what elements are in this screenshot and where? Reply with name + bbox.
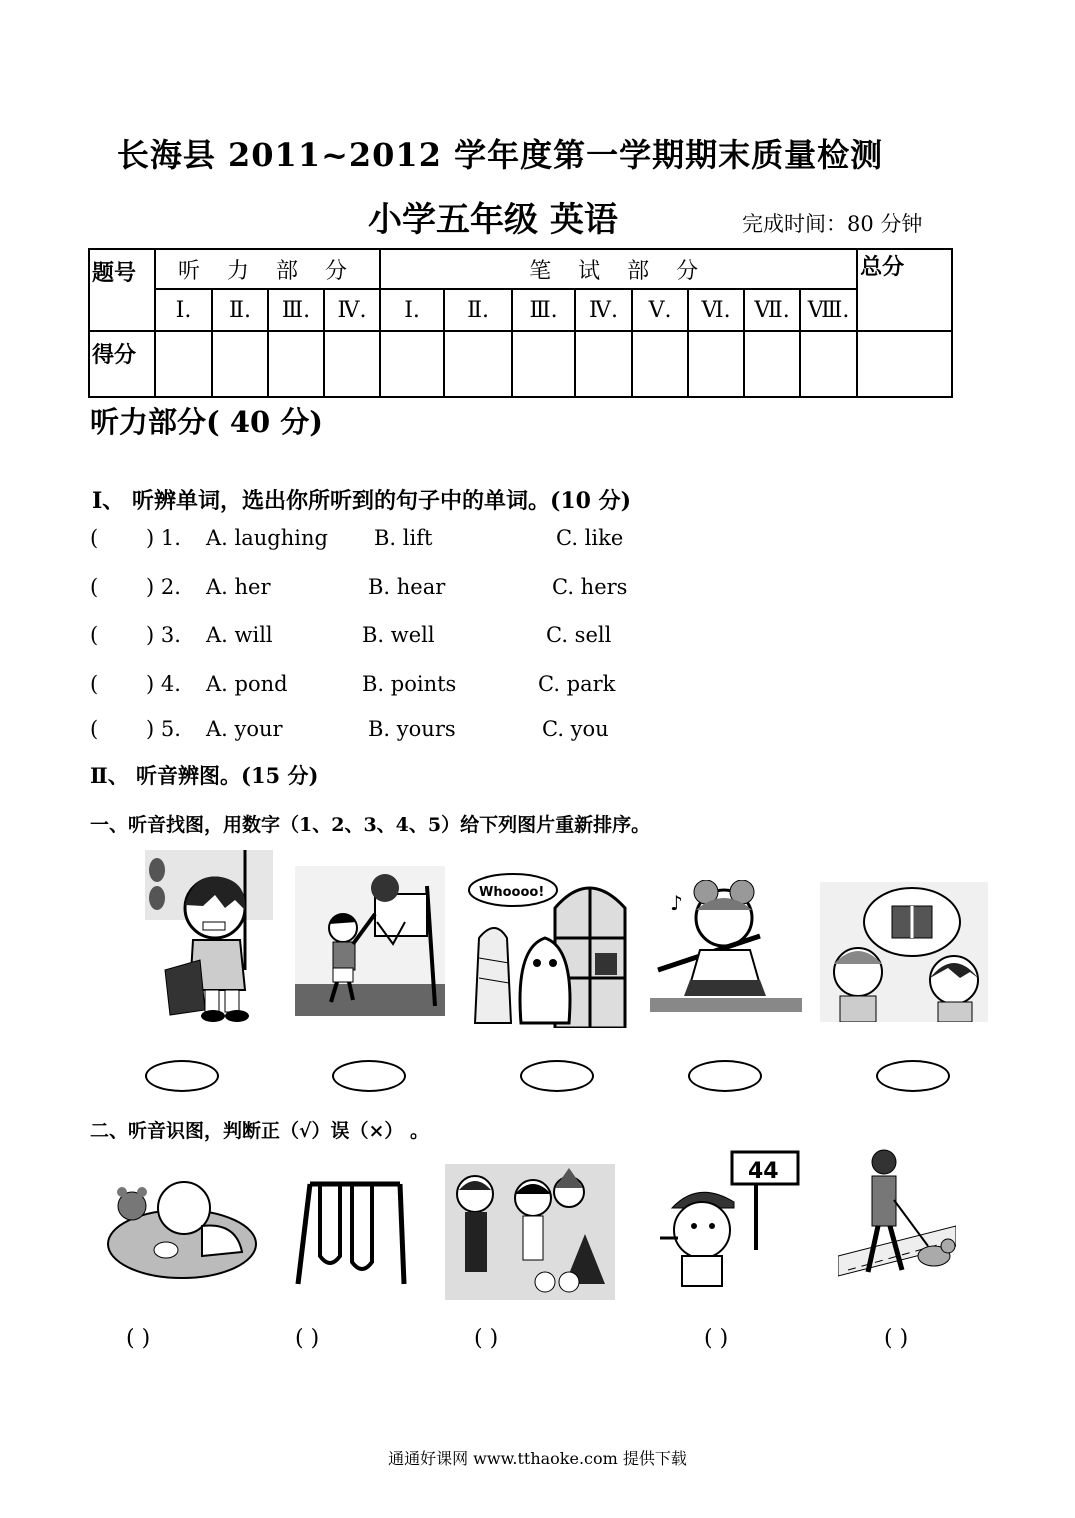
- exam-title: 长海县 2011~2012 学年度第一学期期末质量检测: [116, 136, 884, 174]
- option-a: A. pond: [206, 672, 288, 696]
- total-header: 总分: [857, 249, 952, 331]
- option-a: A. your: [206, 717, 283, 741]
- order-answer-oval[interactable]: [332, 1060, 406, 1092]
- written-col-2: Ⅱ.: [444, 289, 512, 331]
- girl-playing-flute-picture: [650, 880, 802, 1012]
- baby-crawling-teddy-picture: [106, 1166, 258, 1286]
- written-col-6: Ⅵ.: [688, 289, 744, 331]
- written-col-8: Ⅷ.: [800, 289, 857, 331]
- swings-picture: [290, 1176, 410, 1286]
- part2-sub1-heading: 一、听音找图，用数字（1、2、3、4、5）给下列图片重新排序。: [90, 814, 651, 836]
- judge-answer-paren[interactable]: ( ): [126, 1326, 151, 1351]
- option-c: C. sell: [546, 623, 612, 647]
- part2-sub2-heading: 二、听音识图，判断正（√）误（×） 。: [90, 1120, 430, 1142]
- option-b: B. well: [362, 623, 435, 647]
- score-cell[interactable]: [268, 331, 324, 397]
- option-b: B. lift: [374, 526, 433, 550]
- answer-paren[interactable]: (: [90, 526, 99, 550]
- score-cell[interactable]: [800, 331, 857, 397]
- question-number: ) 5.: [146, 717, 181, 741]
- written-col-5: Ⅴ.: [632, 289, 688, 331]
- option-b: B. points: [362, 672, 457, 696]
- option-c: C. hers: [552, 575, 628, 599]
- written-header: 笔 试 部 分: [380, 249, 857, 289]
- listening-col-3: Ⅲ.: [268, 289, 324, 331]
- kids-thinking-gift-picture: [820, 882, 988, 1022]
- written-col-1: Ⅰ.: [380, 289, 444, 331]
- judge-answer-paren[interactable]: ( ): [704, 1326, 729, 1351]
- score-cell[interactable]: [324, 331, 380, 397]
- girl-carrying-bag-picture: [145, 850, 273, 1025]
- listening-section-heading: 听力部分( 40 分): [90, 405, 323, 439]
- score-cell[interactable]: [512, 331, 575, 397]
- judge-answer-paren[interactable]: ( ): [295, 1326, 320, 1351]
- answer-paren[interactable]: (: [90, 672, 99, 696]
- option-a: A. will: [206, 623, 273, 647]
- judge-answer-paren[interactable]: ( ): [474, 1326, 499, 1351]
- bubble-text: Whoooo!: [479, 885, 545, 900]
- kids-in-costumes-picture: [445, 1164, 615, 1300]
- order-answer-oval[interactable]: [876, 1060, 950, 1092]
- listening-col-2: Ⅱ.: [212, 289, 268, 331]
- question-number: ) 3.: [146, 623, 181, 647]
- answer-paren[interactable]: (: [90, 623, 99, 647]
- option-a: A. her: [206, 575, 271, 599]
- option-c: C. park: [538, 672, 616, 696]
- option-c: C. like: [556, 526, 624, 550]
- listening-header: 听 力 部 分: [155, 249, 380, 289]
- part1-heading: Ⅰ、 听辨单词，选出你所听到的句子中的单词。(10 分): [92, 488, 632, 514]
- part2-heading: Ⅱ、 听音辨图。(15 分): [90, 763, 319, 788]
- question-number-label: 题号: [89, 249, 155, 331]
- boy-holding-sign-picture: [648, 1146, 802, 1292]
- score-cell[interactable]: [688, 331, 744, 397]
- score-cell[interactable]: [444, 331, 512, 397]
- order-answer-oval[interactable]: [145, 1060, 219, 1092]
- option-c: C. you: [542, 717, 609, 741]
- question-number: ) 4.: [146, 672, 181, 696]
- question-number: ) 1.: [146, 526, 181, 550]
- option-b: B. yours: [368, 717, 456, 741]
- score-cell[interactable]: [632, 331, 688, 397]
- score-label: 得分: [89, 331, 155, 397]
- written-col-3: Ⅲ.: [512, 289, 575, 331]
- score-cell[interactable]: [857, 331, 952, 397]
- listening-col-1: Ⅰ.: [155, 289, 212, 331]
- question-number: ) 2.: [146, 575, 181, 599]
- sign-number: 44: [748, 1159, 779, 1184]
- time-limit: 完成时间：80 分钟: [742, 212, 923, 236]
- answer-paren[interactable]: (: [90, 575, 99, 599]
- listening-col-4: Ⅳ.: [324, 289, 380, 331]
- score-cell[interactable]: [212, 331, 268, 397]
- exam-subtitle: 小学五年级 英语: [368, 200, 618, 240]
- ghost-costume-window-picture: [465, 868, 633, 1028]
- option-b: B. hear: [368, 575, 446, 599]
- boy-playing-basketball-picture: [295, 866, 445, 1016]
- written-col-4: Ⅳ.: [575, 289, 632, 331]
- judge-answer-paren[interactable]: ( ): [884, 1326, 909, 1351]
- written-col-7: Ⅶ.: [744, 289, 800, 331]
- option-a: A. laughing: [206, 526, 328, 550]
- order-answer-oval[interactable]: [520, 1060, 594, 1092]
- order-answer-oval[interactable]: [688, 1060, 762, 1092]
- answer-paren[interactable]: (: [90, 717, 99, 741]
- footer-credit: 通通好课网 www.tthaoke.com 提供下载: [388, 1449, 687, 1468]
- score-cell[interactable]: [155, 331, 212, 397]
- score-cell[interactable]: [380, 331, 444, 397]
- score-table: [88, 248, 953, 398]
- man-walking-dog-picture: [838, 1146, 956, 1292]
- svg-text:♪: ♪: [670, 891, 683, 915]
- score-cell[interactable]: [744, 331, 800, 397]
- score-cell[interactable]: [575, 331, 632, 397]
